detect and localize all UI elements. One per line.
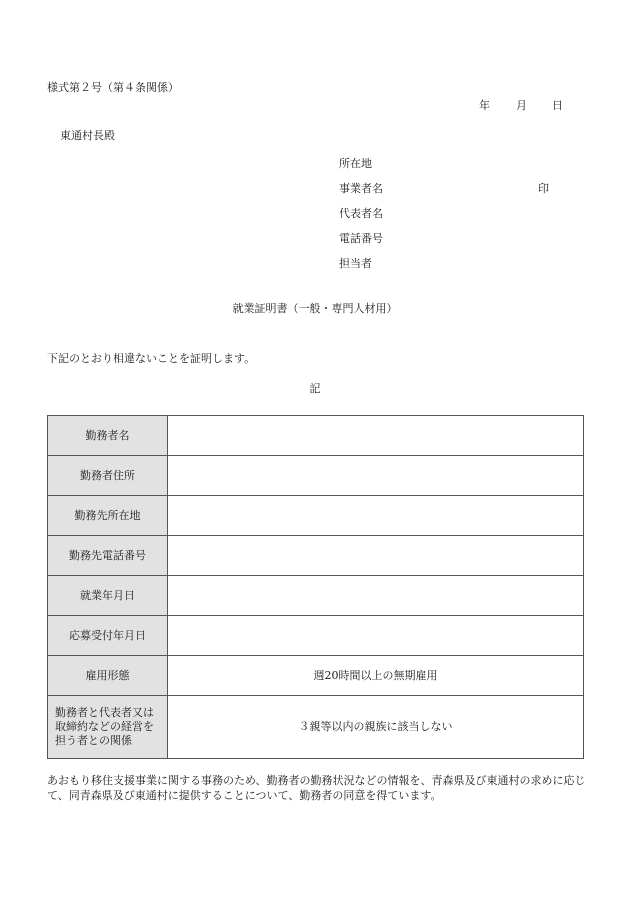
table-row <box>48 656 584 696</box>
employment-type-label: 雇用形態 <box>48 656 168 696</box>
consent-text: あおもり移住支援事業に関する事務のため、勤務者の勤務状況などの情報を、青森県及び東通村の求めに応じて、同青森県及び東通村に提供することについて、勤務者の同意を得ています。 <box>47 774 586 802</box>
phone-row <box>339 232 579 257</box>
application-date-label: 応募受付年月日 <box>48 616 168 656</box>
seal-mark: 印 <box>538 182 549 195</box>
employment-date-value <box>168 576 584 616</box>
table-row <box>48 696 584 759</box>
representative-row <box>339 207 579 232</box>
phone-label: 電話番号 <box>339 232 383 245</box>
worker-address-label: 勤務者住所 <box>48 456 168 496</box>
table-row <box>48 576 584 616</box>
address-row <box>339 157 579 182</box>
worker-name-value <box>168 416 584 456</box>
date-line <box>479 99 563 113</box>
table-row <box>48 616 584 656</box>
workplace-phone-label: 勤務先電話番号 <box>48 536 168 576</box>
workplace-address-label: 勤務先所在地 <box>48 496 168 536</box>
date-day-label: 日 <box>552 99 563 112</box>
representative-label: 代表者名 <box>339 207 383 220</box>
relationship-label: 勤務者と代表者又は取締約などの経営を担う者との関係 <box>48 696 168 759</box>
employment-date-label: 就業年月日 <box>48 576 168 616</box>
table-row <box>48 456 584 496</box>
worker-name-label: 勤務者名 <box>48 416 168 456</box>
workplace-address-value <box>168 496 584 536</box>
business-name-label: 事業者名 <box>339 182 383 195</box>
business-name-row <box>339 182 579 207</box>
intro-text: 下記のとおり相違ないことを証明します。 <box>47 352 256 365</box>
table-row <box>48 416 584 456</box>
addressee: 東通村長殿 <box>60 129 115 142</box>
table-row <box>48 536 584 576</box>
worker-address-value <box>168 456 584 496</box>
form-number: 様式第２号（第４条関係） <box>47 81 179 94</box>
contact-person-row <box>339 257 579 282</box>
document-title: 就業証明書（一般・専門人材用） <box>232 302 398 315</box>
date-year-label: 年 <box>479 99 490 112</box>
table-row <box>48 496 584 536</box>
relationship-value: ３親等以内の親族に該当しない <box>168 696 584 759</box>
certificate-table <box>47 415 584 759</box>
employment-type-value: 週20時間以上の無期雇用 <box>168 656 584 696</box>
ki-heading: 記 <box>309 382 321 395</box>
date-month-label: 月 <box>516 99 527 112</box>
applicant-block <box>339 157 579 282</box>
address-label: 所在地 <box>339 157 372 170</box>
application-date-value <box>168 616 584 656</box>
workplace-phone-value <box>168 536 584 576</box>
contact-person-label: 担当者 <box>339 257 372 270</box>
